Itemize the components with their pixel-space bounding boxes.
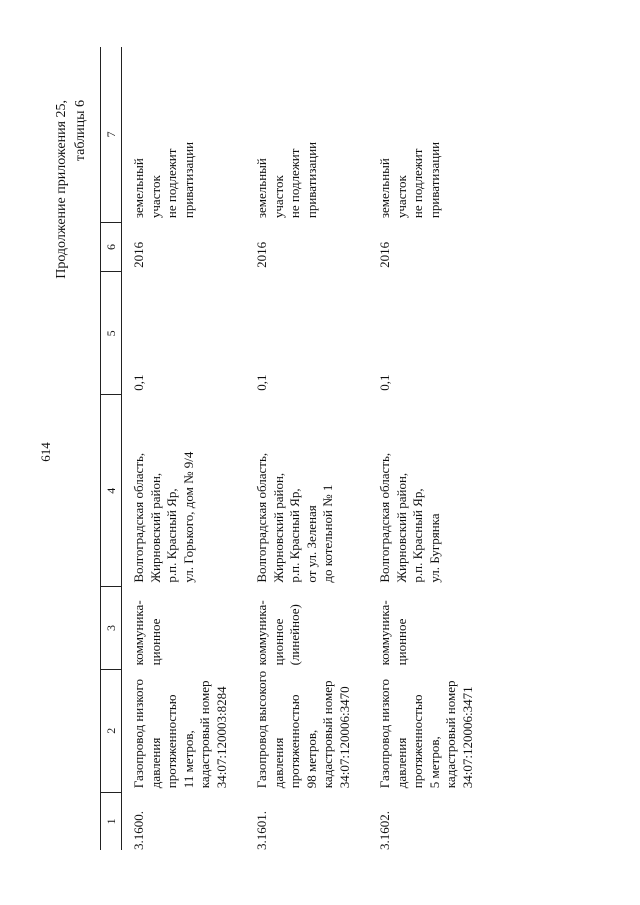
cell-line: земельный	[377, 158, 392, 219]
year-cell: 2016	[377, 241, 392, 268]
appendix-note-line: таблицы 6	[73, 100, 88, 162]
cell-line: кадастровый номер	[197, 680, 212, 789]
column-header: 3	[101, 587, 122, 670]
column-header: 5	[101, 272, 122, 395]
cell-line: земельный	[131, 158, 146, 219]
cell-line: не подлежит	[410, 148, 425, 219]
cell-line: 34:07:120006:3471	[459, 686, 475, 789]
cell-line: 11 метров,	[180, 730, 196, 789]
cell-line: давления	[270, 737, 286, 789]
table-row	[122, 47, 249, 850]
header-row	[101, 47, 122, 850]
cell-line: давления	[147, 737, 163, 789]
column-header: 4	[101, 395, 122, 587]
cell-line: Жирновский район,	[393, 472, 409, 583]
note-cell	[371, 47, 494, 222]
column-header: 1	[101, 792, 122, 850]
cell-line: 34:07:120006:3470	[336, 686, 352, 789]
cell-line: приватизации	[180, 141, 196, 219]
cell-line: участок	[393, 175, 409, 219]
cell-line: коммуника-	[254, 600, 269, 666]
cell-line: Жирновский район,	[270, 472, 286, 583]
table-row	[371, 47, 494, 850]
cell-line: не подлежит	[164, 148, 179, 219]
address-cell	[371, 395, 494, 587]
cell-line: Жирновский район,	[147, 472, 163, 583]
cell-line: не подлежит	[287, 148, 302, 219]
cell-line: 5 метров,	[426, 736, 442, 789]
address-cell	[248, 395, 371, 587]
object-name-cell	[248, 669, 371, 792]
cell-line: ционное	[393, 618, 409, 666]
cell-line: приватизации	[426, 141, 442, 219]
cell-line: участок	[270, 175, 286, 219]
purpose-cell	[122, 587, 249, 670]
cell-line: Волгоградская область,	[254, 452, 269, 583]
cell-line: от ул. Зеленая	[303, 505, 319, 583]
cell-line: ул. Горького, дом № 9/4	[180, 451, 196, 583]
cell-line: Газопровод низкого	[131, 678, 146, 789]
cell-line: участок	[147, 175, 163, 219]
cell-line: протяженностью	[410, 694, 425, 789]
column5-cell: 0,1	[254, 374, 269, 391]
column5-cell: 0,1	[377, 374, 392, 391]
table-row	[248, 47, 371, 850]
cell-line: 34:07:120003:8284	[213, 686, 229, 789]
cell-line: Волгоградская область,	[377, 452, 392, 583]
address-cell	[122, 395, 249, 587]
cell-line: Газопровод низкого	[377, 678, 392, 789]
cell-line: приватизации	[303, 141, 319, 219]
purpose-cell	[371, 587, 494, 670]
cell-line: кадастровый номер	[443, 680, 458, 789]
object-name-cell	[371, 669, 494, 792]
column5-cell: 0,1	[131, 374, 146, 391]
cell-line: ционное	[147, 618, 163, 666]
cell-line: ционное	[270, 618, 286, 666]
property-table	[100, 47, 494, 850]
year-cell: 2016	[254, 241, 269, 268]
cell-line: р.п. Красный Яр,	[410, 488, 425, 583]
cell-line: Волгоградская область,	[131, 452, 146, 583]
cell-line: р.п. Красный Яр,	[164, 488, 179, 583]
cell-line: кадастровый номер	[320, 680, 335, 789]
cell-line: 98 метров,	[303, 729, 319, 789]
cell-line: р.п. Красный Яр,	[287, 488, 302, 583]
cell-line: земельный	[254, 158, 269, 219]
cell-line: коммуника-	[131, 600, 146, 666]
cell-line: давления	[393, 737, 409, 789]
note-cell	[248, 47, 371, 222]
page-number: 614	[38, 442, 53, 462]
cell-line: протяженностью	[287, 694, 302, 789]
cell-line: Газопровод высокого	[254, 670, 269, 789]
column-header: 2	[101, 669, 122, 792]
cell-line: (линейное)	[287, 604, 302, 666]
row-number-cell: 3.1600.	[131, 811, 146, 850]
appendix-note	[52, 100, 90, 279]
row-number-cell: 3.1602.	[377, 811, 392, 850]
column-header: 7	[101, 47, 122, 222]
column-header: 6	[101, 222, 122, 272]
cell-line: протяженностью	[164, 694, 179, 789]
object-name-cell	[122, 669, 249, 792]
row-number-cell: 3.1601.	[254, 811, 269, 850]
year-cell: 2016	[131, 241, 146, 268]
cell-line: коммуника-	[377, 600, 392, 666]
cell-line: до котельной № 1	[320, 484, 335, 583]
purpose-cell	[248, 587, 371, 670]
cell-line: ул. Бугрянка	[426, 513, 442, 583]
note-cell	[122, 47, 249, 222]
appendix-note-line: Продолжение приложения 25,	[54, 100, 69, 279]
